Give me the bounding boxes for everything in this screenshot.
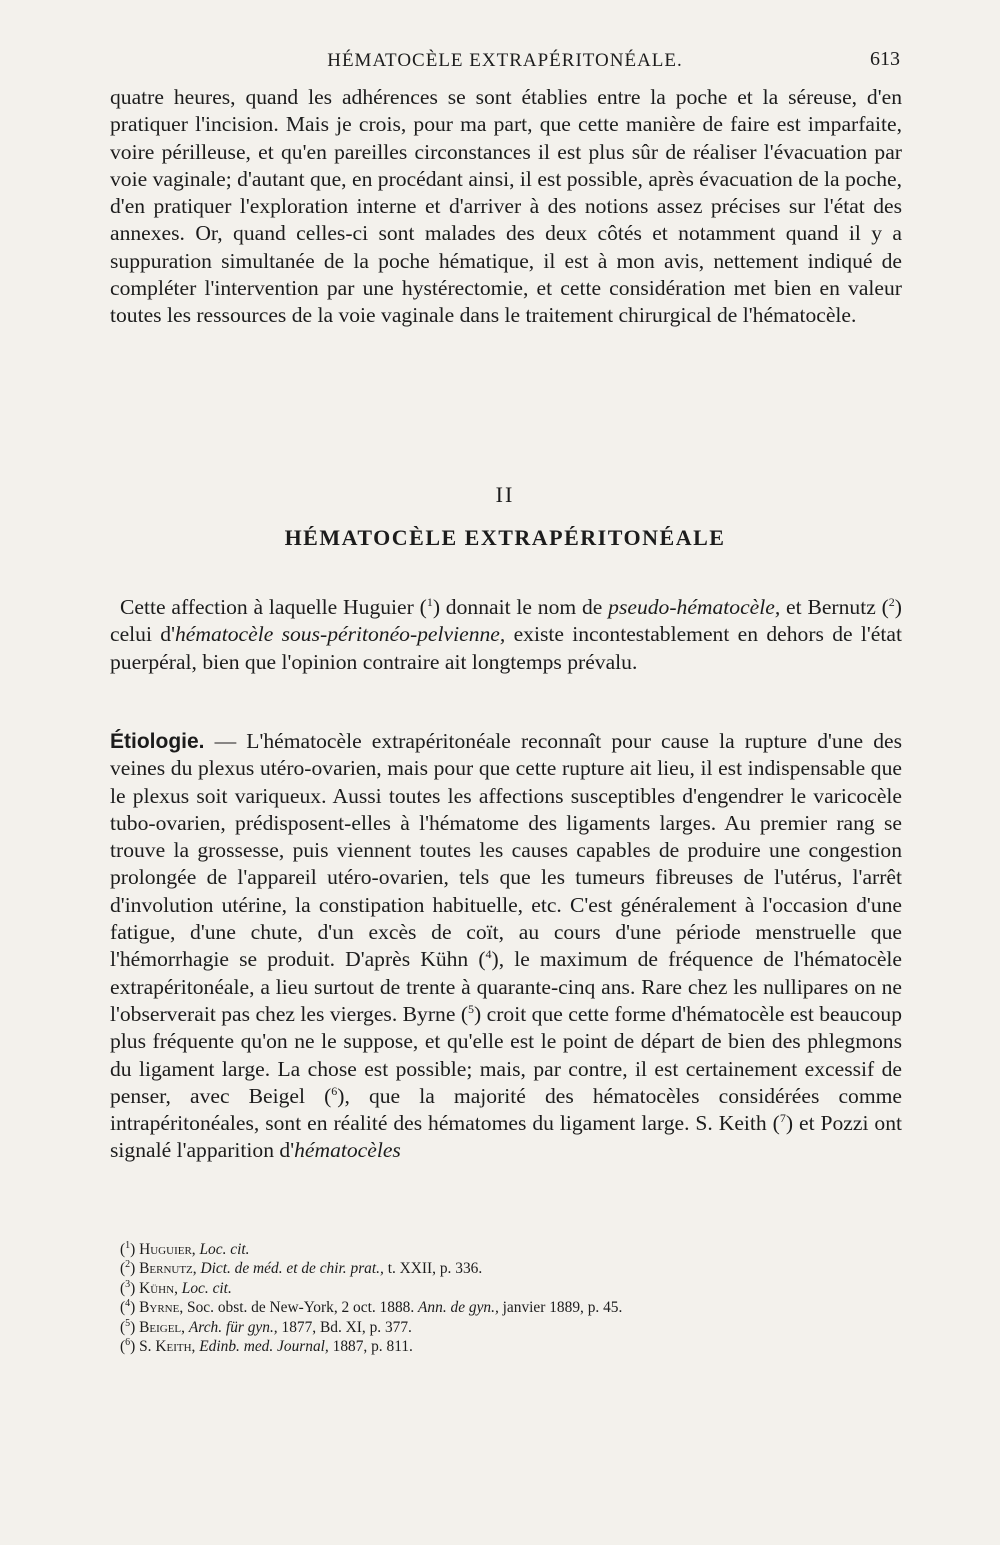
paragraph-intro <box>110 594 902 676</box>
footnote: ($^1$) Huguier, Loc. cit. <box>120 1239 250 1258</box>
paragraph-text <box>110 728 902 1165</box>
footnote-rest: Soc. obst. de New-York, 2 oct. 1888. <box>183 1299 419 1317</box>
footnote-rest: t. XXII, p. 336. <box>383 1260 483 1278</box>
footnote-author: Bernutz, <box>139 1260 197 1278</box>
footnote-number: 2 <box>125 1259 131 1271</box>
footnote-work: Loc. cit. <box>199 1241 250 1258</box>
text-run: — L'hématocèle extrapéritonéale reconnaît pour cause la rupture d'une des veines du plexus utéro-ovarien, mais pour que cette rupture ait lieu, il est indispensable que le plexus soit variqueux. Aussi toutes les affections susceptibles d'engendrer le varicocèle tubo-ovarien, prédisposent-elles à l'hématome des ligaments larges. Au premier rang se trouve la grossesse, puis viennent toutes les causes capables de produire une congestion prolongée de l'appareil utéro-ovarien, tels que les tumeurs fibreuses de l'utérus, l'arrêt d'involution utérine, la constipation habituelle, etc. C'est généralement à l'occasion d'une fatigue, d'une chute, d'un excès de coït, au cours d'une période menstruelle que l'hémorrhagie se produit. D'après Kühn ( <box>110 729 902 972</box>
section-title: HÉMATOCÈLE EXTRAPÉRITONÉALE <box>284 525 726 550</box>
footnote-number: 3 <box>125 1278 131 1290</box>
footnote-rest: janvier 1889, p. 45. <box>498 1299 623 1317</box>
footnote: ($^3$) Kühn, Loc. cit. <box>120 1278 232 1297</box>
text-run: et Bernutz ( <box>780 595 889 619</box>
footnote-ref: 4 <box>485 947 492 962</box>
footnote-ref: 5 <box>468 1001 475 1016</box>
footnote-number: 1 <box>125 1239 131 1251</box>
text-run: ), que la majorité des hématocèles considérées comme intrapéritonéales, sont en réalité des hématomes du ligament large. S. Keith ( <box>110 1083 902 1136</box>
footnote-ref: 6 <box>331 1083 338 1098</box>
text-run: ) celui d' <box>110 595 902 647</box>
footnote-number: 4 <box>125 1298 131 1310</box>
text-run: Cette affection à laquelle Huguier ( <box>120 595 427 619</box>
footnote-ref: 1 <box>426 594 433 609</box>
footnote-rest: 1887, p. 811. <box>328 1338 413 1356</box>
footnote-author: S. Keith, <box>139 1338 196 1356</box>
text-run: ) donnait le nom de <box>432 595 609 619</box>
footnote-ref: 7 <box>779 1110 786 1125</box>
text-run: ), le maximum de fréquence de l'hématocèle extrapéritonéale, a lieu surtout de trente à quarante-cinq ans. Rare chez les nullipares on ne l'observerait pas chez les vierges. Byrne ( <box>110 947 902 1026</box>
italic-term: pseudo-hématocèle, <box>608 595 781 619</box>
etiologie-heading: Étiologie. <box>110 730 205 753</box>
paragraph-continuation <box>110 84 902 330</box>
paragraph-text: quatre heures, quand les adhérences se sont établies entre la poche et la séreuse, d'en pratiquer l'incision. Mais je crois, pour ma part, que cette manière de faire est imparfaite, voire périlleuse, et qu'en pareilles circonstances il est plus sûr de réaliser l'évacuation par voie vaginale; d'autant que, en procédant ainsi, il est possible, après évacuation de la poche, d'en pratiquer l'exploration interne et d'arriver à des notions assez précises sur l'état des annexes. Or, quand celles-ci sont malades des deux côtés et notamment quand il y a suppuration simultanée de la poche hématique, il est à mon avis, nettement indiqué de compléter l'intervention par une hystérectomie, et cette considération met bien en valeur toutes les ressources de la voie vaginale dans le traitement chirurgical de l'hématocèle. <box>110 85 902 328</box>
text-run: existe incontestablement en dehors de l'état puerpéral, bien que l'opinion contraire ait longtemps prévalu. <box>110 622 902 674</box>
italic-term: hématocèle sous-péritonéo-pelvienne, <box>174 622 506 647</box>
footnote-number: 6 <box>125 1336 131 1348</box>
footnote-work: Dict. de méd. et de chir. prat., <box>200 1260 384 1278</box>
section-number: II <box>495 482 515 507</box>
footnote: ($^4$) Byrne, Soc. obst. de New-York, 2 oct. 1888. Ann. de gyn., janvier 1889, p. 45. <box>120 1298 623 1317</box>
running-title: HÉMATOCÈLE EXTRAPÉRITONÉALE. <box>327 50 683 71</box>
footnote: ($^2$) Bernutz, Dict. de méd. et de chir. prat., t. XXII, p. 336. <box>120 1259 483 1278</box>
footnote-work: Ann. de gyn., <box>418 1299 499 1317</box>
footnote-author: Beigel, <box>139 1318 186 1336</box>
footnote-work: Arch. für gyn., <box>188 1318 278 1336</box>
text-run: ) et Pozzi ont signalé l'apparition d' <box>110 1111 902 1163</box>
page-number: 613 <box>870 48 900 70</box>
footnotes <box>120 1240 900 1356</box>
footnote: ($^6$) S. Keith, Edinb. med. Journal, 1887, p. 811. <box>120 1336 413 1356</box>
footnote-work: Loc. cit. <box>181 1279 232 1297</box>
paragraph-etiologie <box>110 728 902 1165</box>
text-run: ) croit que cette forme d'hématocèle est beaucoup plus fréquente qu'on ne le suppose, et qu'elle est le point de départ de bien des phlegmons du ligament large. La chose est possible; mais, par contre, il est certainement excessif de penser, avec Beigel ( <box>110 1001 902 1108</box>
footnote-author: Kühn, <box>139 1279 178 1297</box>
footnote-ref: 2 <box>888 594 895 609</box>
italic-term: hématocèles <box>294 1138 401 1163</box>
footnote-number: 5 <box>125 1317 131 1329</box>
footnote: ($^5$) Beigel, Arch. für gyn., 1877, Bd. XI, p. 377. <box>120 1317 412 1336</box>
paragraph-text <box>110 594 902 676</box>
running-head <box>110 50 900 80</box>
footnote-work: Edinb. med. Journal, <box>199 1338 329 1356</box>
footnote-author: Huguier, <box>139 1241 196 1258</box>
footnote-rest: 1877, Bd. XI, p. 377. <box>277 1318 412 1336</box>
footnote-author: Byrne, <box>139 1299 184 1317</box>
